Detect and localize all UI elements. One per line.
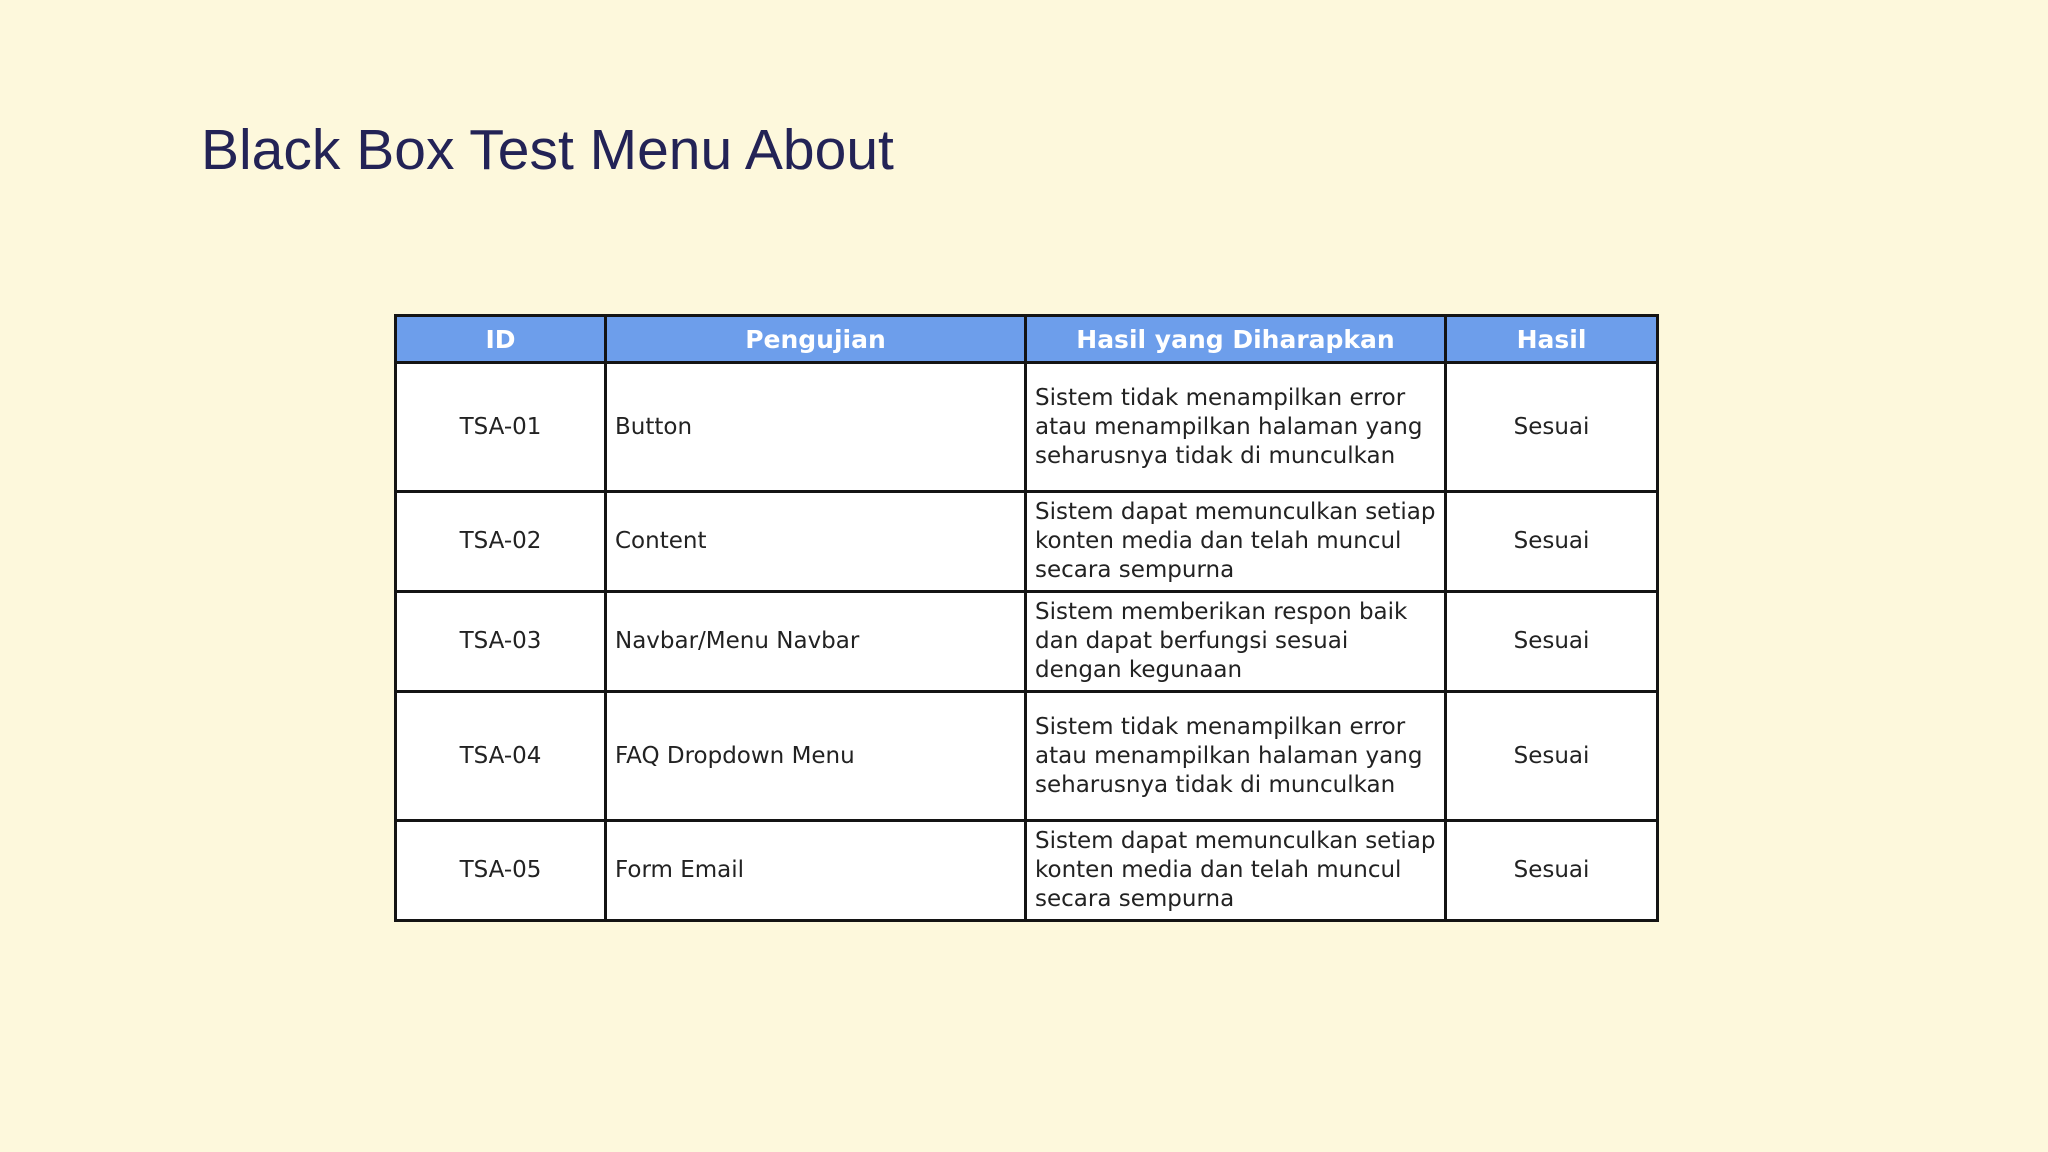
cell-test: Button [606, 363, 1026, 492]
black-box-test-table [394, 314, 1659, 922]
cell-test: Form Email [606, 821, 1026, 921]
cell-test: FAQ Dropdown Menu [606, 692, 1026, 821]
header-id: ID [396, 316, 606, 363]
cell-test: Navbar/Menu Navbar [606, 592, 1026, 692]
cell-expected: Sistem memberikan respon baik dan dapat berfungsi sesuai dengan kegunaan [1026, 592, 1446, 692]
cell-result: Sesuai [1446, 821, 1658, 921]
table-row [396, 692, 1658, 821]
table-row [396, 492, 1658, 592]
cell-id: TSA-02 [396, 492, 606, 592]
cell-result: Sesuai [1446, 692, 1658, 821]
cell-expected: Sistem tidak menampilkan error atau menampilkan halaman yang seharusnya tidak di munculkan [1026, 692, 1446, 821]
cell-result: Sesuai [1446, 363, 1658, 492]
table-row [396, 821, 1658, 921]
cell-id: TSA-01 [396, 363, 606, 492]
table-row [396, 363, 1658, 492]
black-box-test-table-container [394, 314, 1656, 922]
cell-id: TSA-04 [396, 692, 606, 821]
cell-result: Sesuai [1446, 492, 1658, 592]
cell-expected: Sistem dapat memunculkan setiap konten media dan telah muncul secara sempurna [1026, 492, 1446, 592]
header-hasil-yang-diharapkan: Hasil yang Diharapkan [1026, 316, 1446, 363]
header-hasil: Hasil [1446, 316, 1658, 363]
page-title: Black Box Test Menu About [201, 118, 894, 182]
cell-expected: Sistem tidak menampilkan error atau menampilkan halaman yang seharusnya tidak di munculkan [1026, 363, 1446, 492]
cell-result: Sesuai [1446, 592, 1658, 692]
table-row [396, 592, 1658, 692]
table-header-row [396, 316, 1658, 363]
cell-id: TSA-05 [396, 821, 606, 921]
header-pengujian: Pengujian [606, 316, 1026, 363]
cell-expected: Sistem dapat memunculkan setiap konten media dan telah muncul secara sempurna [1026, 821, 1446, 921]
cell-id: TSA-03 [396, 592, 606, 692]
cell-test: Content [606, 492, 1026, 592]
